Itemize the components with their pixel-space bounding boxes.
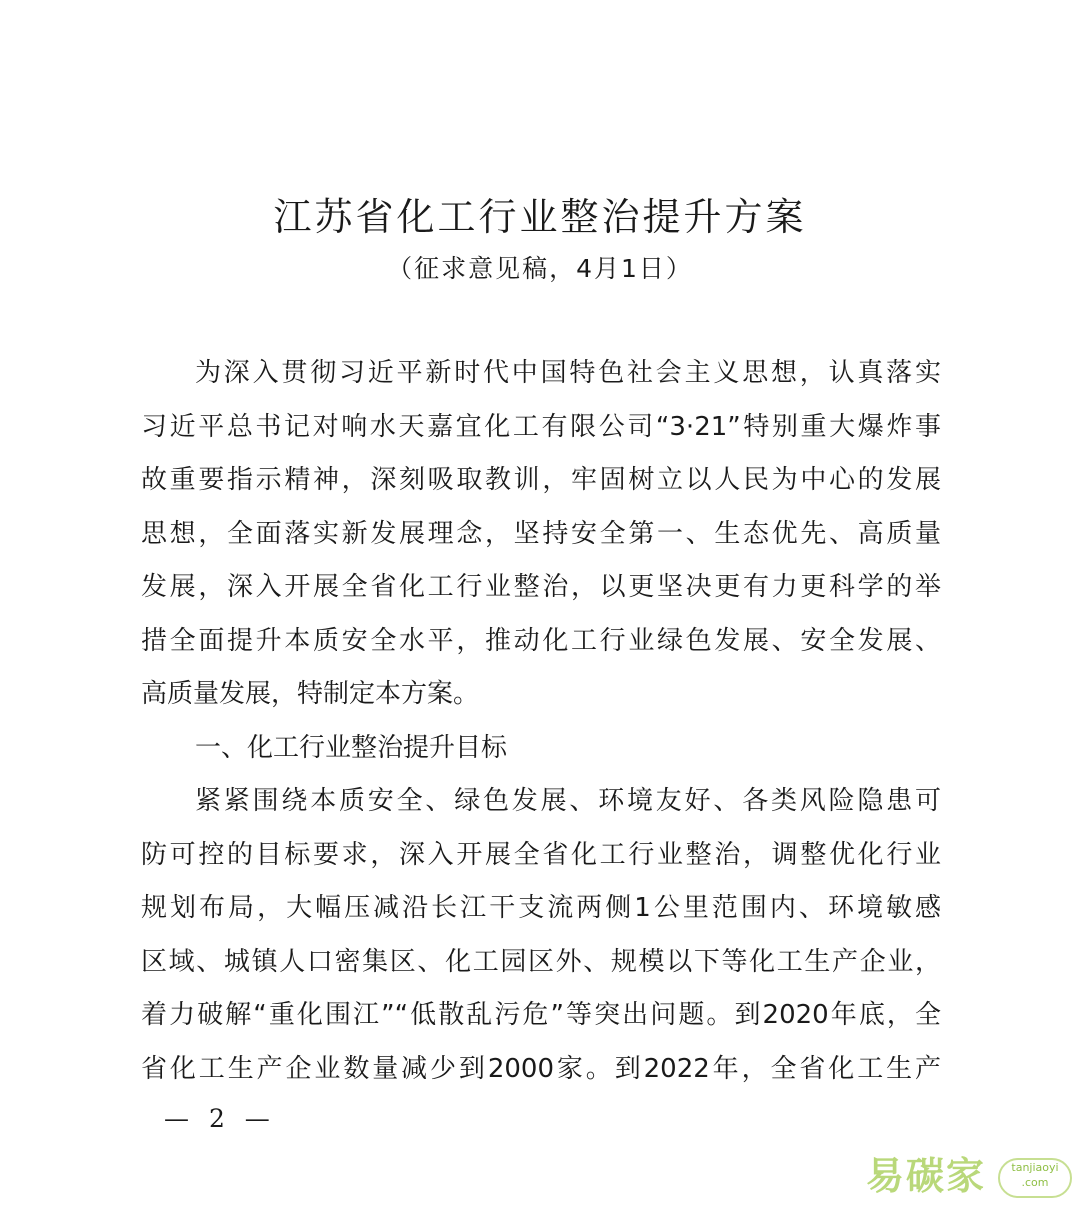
watermark-domain: [998, 1158, 1072, 1198]
paragraph-line: 高质量发展，特制定本方案。: [141, 679, 480, 709]
paragraph-line: 习近平总书记对响水天嘉宜化工有限公司“3·21”特别重大爆炸事: [141, 412, 941, 442]
paragraph-line: 区域、城镇人口密集区、化工园区外、规模以下等化工生产企业，: [141, 947, 941, 977]
paragraph-line: 防可控的目标要求，深入开展全省化工行业整治，调整优化行业: [141, 840, 941, 870]
watermark-domain-line1: tanjiaoyi: [1011, 1161, 1059, 1174]
paragraph-line: 故重要指示精神，深刻吸取教训，牢固树立以人民为中心的发展: [141, 465, 941, 495]
watermark-brand: 易碳家: [866, 1154, 987, 1198]
paragraph-line: 着力破解“重化围江”“低散乱污危”等突出问题。到2020年底，全: [141, 1000, 941, 1030]
paragraph-line: 紧紧围绕本质安全、绿色发展、环境友好、各类风险隐患可: [195, 786, 941, 816]
document-subtitle: （征求意见稿，4月1日）: [387, 254, 693, 283]
paragraph-line: 省化工生产企业数量减少到2000家。到2022年，全省化工生产: [141, 1054, 941, 1084]
document-title: 江苏省化工行业整治提升方案: [273, 195, 807, 239]
paragraph-line: 思想，全面落实新发展理念，坚持安全第一、生态优先、高质量: [141, 519, 941, 549]
paragraph-line: 为深入贯彻习近平新时代中国特色社会主义思想，认真落实: [195, 358, 941, 388]
watermark-domain-line2: .com: [1021, 1176, 1049, 1189]
paragraph-line: 措全面提升本质安全水平，推动化工行业绿色发展、安全发展、: [141, 626, 941, 656]
section-heading: 一、化工行业整治提升目标: [195, 733, 508, 763]
paragraph-line: 规划布局，大幅压减沿长江干支流两侧1公里范围内、环境敏感: [141, 893, 941, 923]
watermark-logo: [866, 1152, 1072, 1200]
page-number: — 2 —: [164, 1104, 276, 1133]
paragraph-line: 发展，深入开展全省化工行业整治，以更坚决更有力更科学的举: [141, 572, 941, 602]
